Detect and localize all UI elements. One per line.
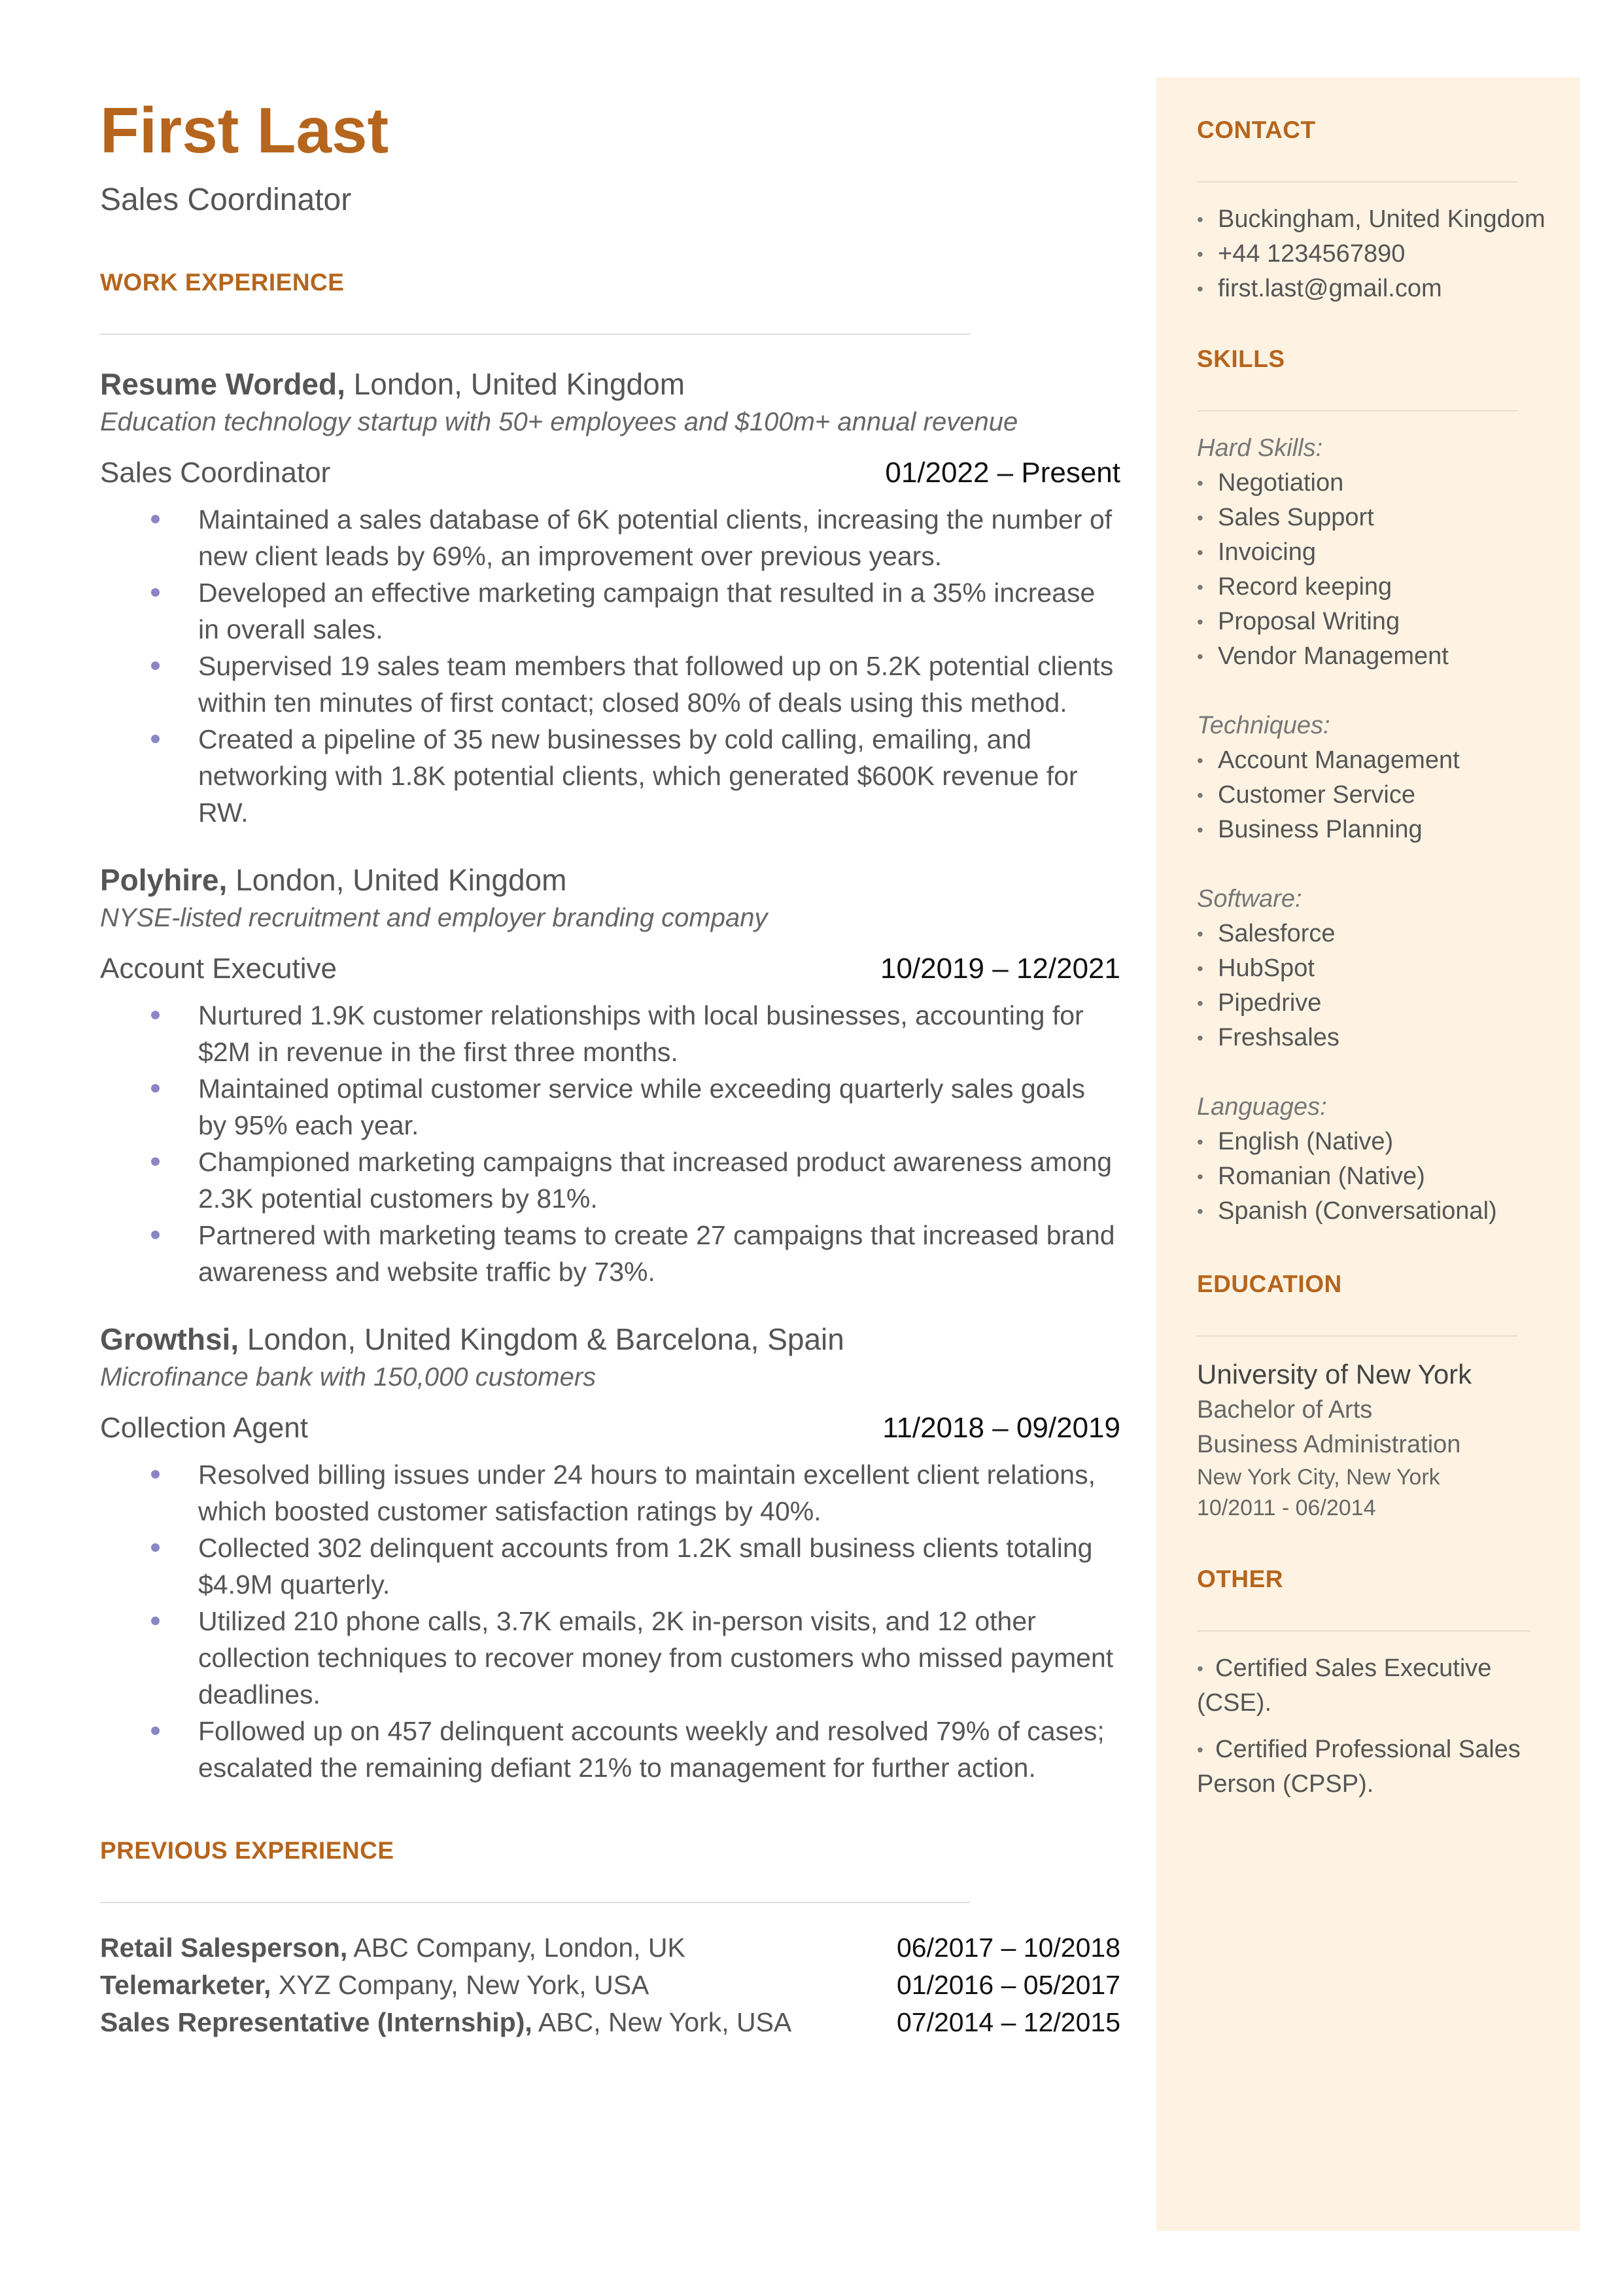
skill-item: • Record keeping [1197, 570, 1550, 604]
previous-role: Retail Salesperson, [100, 1932, 348, 1963]
company-line [100, 366, 1120, 402]
skill-list [1197, 743, 1550, 847]
achievement-item: Maintained a sales database of 6K potential clients, increasing the number of new client leads by 69%, an improvement over previous years. [100, 501, 1120, 574]
achievement-item: Maintained optimal customer service while exceeding quarterly sales goals by 95% each year. [100, 1070, 1120, 1144]
job-role: Collection Agent [100, 1411, 308, 1444]
achievement-item: Developed an effective marketing campaign that resulted in a 35% increase in overall sales. [100, 574, 1120, 648]
skill-group [1197, 882, 1550, 1055]
role-line [100, 456, 1120, 491]
main-column [100, 94, 1120, 2041]
sidebar-divider [1197, 410, 1517, 412]
job-role: Account Executive [100, 952, 337, 985]
skill-category-label: Hard Skills: [1197, 434, 1323, 462]
contact-location: • Buckingham, United Kingdom [1197, 202, 1550, 237]
skill-item: • Romanian (Native) [1197, 1159, 1550, 1194]
skill-group [1197, 1090, 1550, 1229]
education-field: Business Administration [1197, 1431, 1461, 1458]
sidebar [1156, 77, 1580, 2231]
achievement-item: Utilized 210 phone calls, 3.7K emails, 2K in-person visits, and 12 other collection techniques to recover money from customers who missed payment deadlines. [100, 1603, 1120, 1713]
education-location: New York City, New York [1197, 1465, 1440, 1490]
achievement-item: Championed marketing campaigns that increased product awareness among 2.3K potential customers by 81%. [100, 1144, 1120, 1217]
previous-job-row [100, 2004, 1120, 2041]
company-location: London, United Kingdom [345, 366, 685, 401]
contact-phone: • +44 1234567890 [1197, 237, 1550, 272]
previous-dates: 07/2014 – 12/2015 [897, 2006, 1120, 2037]
role-line [100, 1411, 1120, 1446]
skill-item: • Business Planning [1197, 813, 1550, 847]
contact-list [1197, 202, 1550, 306]
achievement-item: Resolved billing issues under 24 hours to maintain excellent client relations, which boosted customer satisfaction ratings by 40%. [100, 1456, 1120, 1530]
skill-category-label: Languages: [1197, 1093, 1327, 1121]
skill-item: • Proposal Writing [1197, 604, 1550, 639]
skill-item: • Invoicing [1197, 535, 1550, 570]
job-dates: 11/2018 – 09/2019 [882, 1411, 1120, 1444]
achievement-item: Nurtured 1.9K customer relationships with local businesses, accounting for $2M in revenue in the first three months. [100, 997, 1120, 1070]
skill-group [1197, 431, 1550, 674]
company-line [100, 862, 1120, 898]
previous-role: Sales Representative (Internship), [100, 2006, 532, 2037]
job-dates: 01/2022 – Present [885, 456, 1120, 489]
skill-item: • English (Native) [1197, 1125, 1550, 1159]
achievement-list [100, 501, 1120, 831]
previous-place: XYZ Company, New York, USA [271, 1969, 649, 2000]
section-divider [100, 1902, 970, 1903]
education-entry [1197, 1356, 1550, 1524]
company-location: London, United Kingdom [227, 862, 567, 897]
job-entry [100, 1322, 1120, 1786]
previous-place: ABC Company, London, UK [347, 1932, 685, 1963]
job-entry [100, 366, 1120, 831]
sidebar-divider [1197, 181, 1517, 183]
previous-job-row [100, 1967, 1120, 2004]
company-name: Polyhire, [100, 862, 228, 897]
skill-group [1197, 709, 1550, 847]
other-list [1197, 1651, 1550, 1802]
skill-item: • Sales Support [1197, 500, 1550, 535]
education-degree: Bachelor of Arts [1197, 1396, 1373, 1424]
job-dates: 10/2019 – 12/2021 [880, 952, 1120, 985]
contact-heading: CONTACT [1197, 116, 1316, 143]
skill-item: • Customer Service [1197, 778, 1550, 813]
achievement-item: Created a pipeline of 35 new businesses by cold calling, emailing, and networking with 1.8K potential clients, which generated $600K revenue for RW. [100, 721, 1120, 831]
skill-item: • HubSpot [1197, 951, 1550, 986]
previous-dates: 01/2016 – 05/2017 [897, 1969, 1120, 2000]
education-school: University of New York [1197, 1359, 1472, 1390]
sidebar-divider [1197, 1335, 1517, 1337]
company-name: Growthsi, [100, 1322, 239, 1356]
company-location: London, United Kingdom & Barcelona, Spain [239, 1322, 844, 1356]
role-line [100, 952, 1120, 987]
certification-item: • Certified Professional Sales Person (CPSP). [1197, 1732, 1550, 1802]
skill-item: • Vendor Management [1197, 639, 1550, 674]
section-divider [100, 334, 970, 335]
skill-list [1197, 1125, 1550, 1229]
candidate-name: First Last [100, 94, 389, 166]
skill-item: • Salesforce [1197, 917, 1550, 951]
company-line [100, 1322, 1120, 1358]
company-name: Resume Worded, [100, 366, 345, 401]
previous-experience-list [100, 1929, 1120, 2041]
skill-item: • Pipedrive [1197, 986, 1550, 1021]
skill-item: • Freshsales [1197, 1021, 1550, 1055]
skill-item: • Account Management [1197, 743, 1550, 778]
contact-email[interactable]: • first.last@gmail.com [1197, 272, 1550, 306]
achievement-item: Supervised 19 sales team members that followed up on 5.2K potential clients within ten minutes of first contact; closed 80% of deals using this method. [100, 648, 1120, 721]
company-description: Microfinance bank with 150,000 customers [100, 1362, 596, 1392]
company-description: Education technology startup with 50+ employees and $100m+ annual revenue [100, 407, 1018, 436]
work-experience-heading: WORK EXPERIENCE [100, 268, 345, 296]
job-entry [100, 862, 1120, 1290]
skills-heading: SKILLS [1197, 345, 1285, 372]
candidate-title: Sales Coordinator [100, 183, 352, 217]
sidebar-divider [1197, 1630, 1530, 1632]
achievement-item: Followed up on 457 delinquent accounts weekly and resolved 79% of cases; escalated the remaining defiant 21% to management for further action. [100, 1713, 1120, 1786]
other-heading: OTHER [1197, 1566, 1283, 1592]
achievement-list [100, 997, 1120, 1290]
previous-dates: 06/2017 – 10/2018 [897, 1932, 1120, 1963]
previous-role: Telemarketer, [100, 1969, 271, 2000]
company-description: NYSE-listed recruitment and employer branding company [100, 903, 768, 932]
job-role: Sales Coordinator [100, 456, 331, 489]
achievement-item: Collected 302 delinquent accounts from 1.2K small business clients totaling $4.9M quarterly. [100, 1530, 1120, 1603]
skill-list [1197, 466, 1550, 674]
skill-item: • Spanish (Conversational) [1197, 1194, 1550, 1229]
achievement-item: Partnered with marketing teams to create 27 campaigns that increased brand awareness and website traffic by 73%. [100, 1217, 1120, 1290]
certification-item: • Certified Sales Executive (CSE). [1197, 1651, 1550, 1721]
achievement-list [100, 1456, 1120, 1786]
previous-place: ABC, New York, USA [532, 2006, 792, 2037]
previous-job-row [100, 1929, 1120, 1967]
skill-category-label: Software: [1197, 885, 1302, 913]
education-dates: 10/2011 - 06/2014 [1197, 1496, 1376, 1520]
skill-item: • Negotiation [1197, 466, 1550, 500]
education-heading: EDUCATION [1197, 1270, 1342, 1297]
skill-list [1197, 917, 1550, 1055]
previous-experience-heading: PREVIOUS EXPERIENCE [100, 1836, 394, 1864]
skill-category-label: Techniques: [1197, 712, 1330, 739]
